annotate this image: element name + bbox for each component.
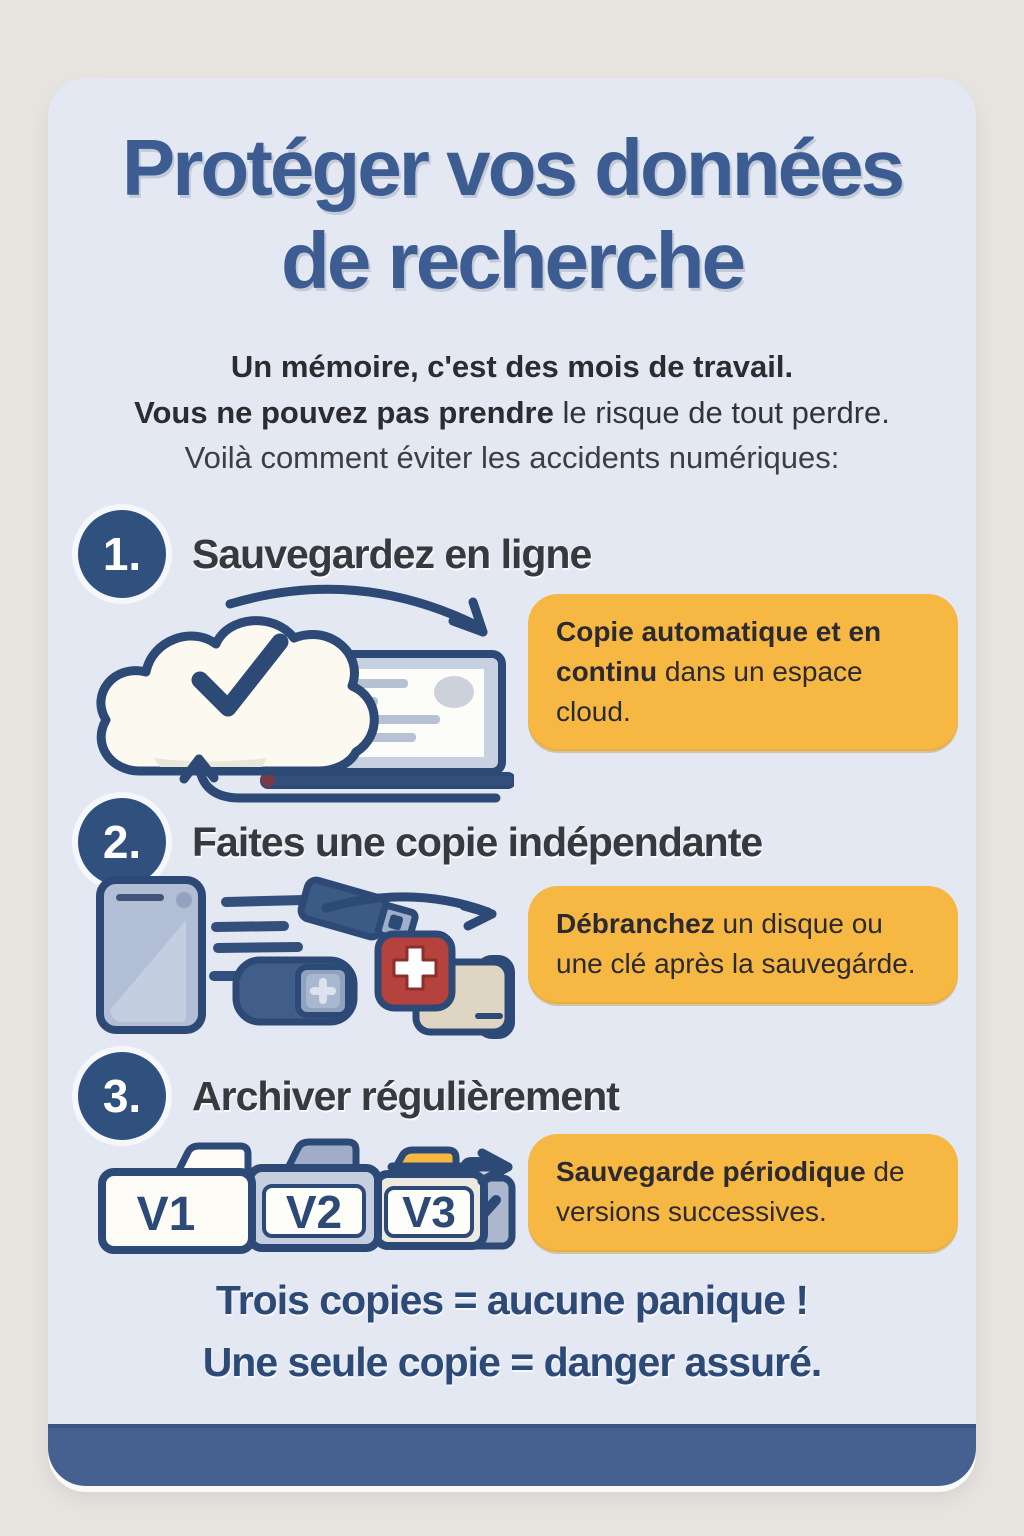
page-title-line-2: de recherche <box>280 215 744 305</box>
closing-message <box>48 1270 976 1393</box>
version-folders-illustration <box>92 1134 522 1266</box>
page-title-line-1: Protéger vos données <box>121 123 903 212</box>
step-1-label: Sauvegardez en ligne <box>192 530 592 577</box>
step-2-label: Faites une copie indépendante <box>192 818 763 865</box>
folder-v2-label: V2 <box>285 1186 343 1238</box>
step-1-callout-rest: dans un espace cloud. <box>556 655 863 727</box>
card <box>48 78 976 1486</box>
step-3-number: 3. <box>102 1070 142 1122</box>
step-2-callout-rest: un disque ou une clé après la sauvegárde. <box>556 908 916 979</box>
closing-line-1: Trois copies = aucune panique ! <box>215 1277 809 1323</box>
step-3-callout-bold: Sauvegarde périodique <box>556 1156 866 1187</box>
closing-line-2: Une seule copie = danger assuré. <box>202 1338 822 1385</box>
cloud-backup-illustration <box>82 576 514 812</box>
step-2-callout <box>528 886 958 1004</box>
step-3-callout <box>528 1134 958 1252</box>
intro-text <box>48 344 976 481</box>
cloud-icon <box>101 621 374 771</box>
step-2-callout-bold: Débranchez <box>556 908 715 939</box>
folder-v1-label: V1 <box>136 1188 196 1241</box>
step-3-header <box>78 1052 619 1140</box>
intro-line-2-rest: le risque de tout perdre. <box>553 394 890 430</box>
footer-bar <box>48 1424 976 1486</box>
intro-line-2-bold: Vous ne pouvez pas prendre <box>134 394 554 430</box>
folder-v3-label: V3 <box>402 1188 456 1237</box>
folder-v2-icon <box>250 1142 378 1248</box>
step-2-number: 2. <box>102 816 142 868</box>
intro-line-2 <box>48 390 976 436</box>
offline-copy-illustration <box>86 870 518 1052</box>
step-1-number: 1. <box>102 528 142 580</box>
intro-line-1: Un mémoire, c'est des mois de travail. <box>230 349 794 384</box>
folder-v1-icon <box>102 1146 252 1250</box>
external-drive-icon <box>236 960 354 1022</box>
step-3-badge <box>78 1052 166 1140</box>
page-title <box>48 122 976 308</box>
tablet-icon <box>100 880 202 1030</box>
step-1-callout <box>528 594 958 751</box>
step-3-label: Archiver régulièrement <box>192 1072 619 1119</box>
step-3-callout-rest: de versions successives. <box>556 1156 905 1227</box>
first-aid-cards-icon <box>378 934 512 1036</box>
step-1-callout-bold: Copie automatique et en continu <box>556 616 882 687</box>
intro-line-3: Voilà comment éviter les accidents numériques: <box>184 440 840 476</box>
